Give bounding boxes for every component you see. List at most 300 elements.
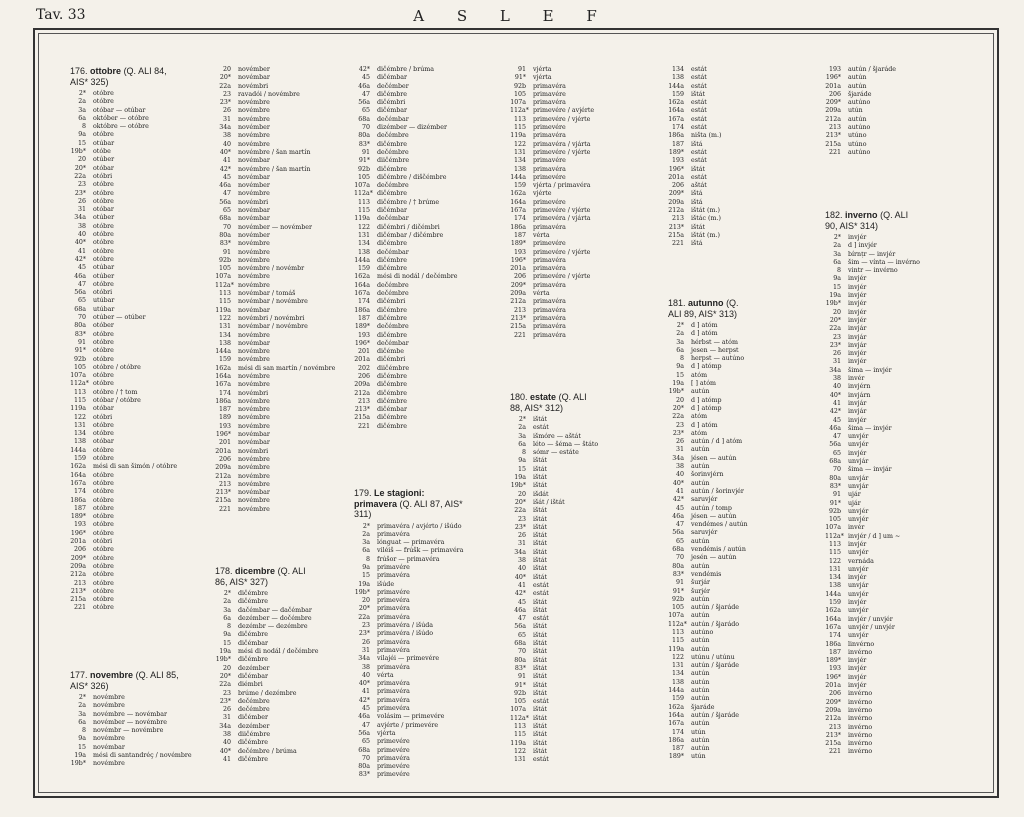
- dialect-form: novémbre — novémbar: [93, 710, 168, 718]
- entry-row: [825, 690, 920, 698]
- entry-row: [354, 564, 463, 572]
- entry-row: [510, 141, 594, 149]
- dialect-form: dičémbre / brúma: [377, 66, 434, 73]
- dialect-form: primavéra: [377, 530, 410, 538]
- entry-row: [668, 604, 748, 612]
- entry-row: [70, 264, 177, 272]
- point-code: 159: [513, 182, 526, 190]
- entry-row: [510, 540, 598, 548]
- dialect-form: otóbre: [93, 98, 114, 106]
- point-code: 206: [513, 273, 526, 281]
- entry-row: [668, 141, 721, 149]
- point-code: 138: [513, 165, 526, 173]
- dialect-form: primevére / vjérte: [533, 248, 591, 256]
- entry-row: [70, 356, 177, 364]
- dialect-form: novémbre: [93, 735, 125, 743]
- dialect-form: autún / tomp: [691, 504, 732, 512]
- section-number: 177.: [70, 670, 88, 680]
- dialect-form: invérno: [848, 706, 873, 714]
- entry-row: [70, 546, 177, 554]
- point-code: 41: [675, 487, 684, 495]
- entry-row: [825, 707, 920, 715]
- dialect-form: otóbre: [93, 479, 114, 487]
- dialect-form: otóbre: [93, 131, 114, 139]
- point-code: 40: [361, 671, 370, 679]
- entry-row: [668, 91, 721, 99]
- entry-row: [354, 157, 458, 165]
- dialect-form: otúber: [93, 156, 115, 164]
- entry-row: [825, 91, 896, 99]
- point-code: 8: [81, 727, 86, 735]
- point-code: 212a: [510, 298, 526, 306]
- dialect-form: unvjér: [848, 565, 869, 573]
- entry-row: [70, 364, 177, 372]
- entry-row: [215, 473, 335, 481]
- entry-row: [354, 215, 458, 223]
- point-code: 131: [73, 421, 86, 429]
- entry-row: [510, 457, 598, 465]
- dialect-form: otóbri: [93, 289, 113, 297]
- dialect-form: dezémber: [238, 664, 270, 672]
- entry-row: [510, 532, 598, 540]
- entry-row: [70, 397, 177, 405]
- dialect-form: ujár: [848, 491, 861, 499]
- point-code: 20*: [74, 164, 86, 172]
- entry-row: [668, 563, 748, 571]
- dialect-form: invjér: [848, 657, 867, 665]
- dialect-form: unvjér: [848, 632, 869, 640]
- dialect-form: primavéra: [533, 323, 566, 331]
- entry-row: [510, 249, 594, 257]
- entry-section: [215, 66, 335, 514]
- dialect-form: išát / ištát: [533, 498, 565, 506]
- point-code: 9a: [833, 275, 841, 283]
- entry-row: [354, 249, 458, 257]
- entry-row: [668, 679, 748, 687]
- dialect-form: primavéra: [533, 165, 566, 173]
- dialect-form: autún: [691, 537, 710, 545]
- dialect-form: primevére: [377, 771, 410, 779]
- point-code: 38: [517, 557, 526, 565]
- point-code: 42*: [74, 255, 86, 263]
- dialect-form: bírnṭr — invjér: [848, 250, 896, 258]
- entry-row: [215, 489, 335, 497]
- entry-row: [510, 91, 594, 99]
- dialect-form: diičémbre: [238, 731, 271, 739]
- point-code: 91: [77, 338, 86, 346]
- entry-row: [215, 290, 335, 298]
- dialect-form: invérno: [848, 748, 873, 756]
- dialect-form: [ ] atóm: [691, 380, 716, 388]
- entry-row: [825, 392, 920, 400]
- dialect-form: vendémis / autún: [691, 546, 746, 554]
- entry-row: [70, 239, 177, 247]
- entry-row: [668, 430, 748, 438]
- dialect-form: invjér: [848, 358, 867, 366]
- section-title: [354, 488, 463, 520]
- point-code: 31: [222, 115, 231, 123]
- entry-row: [668, 339, 748, 347]
- point-code: 113: [671, 628, 684, 636]
- dialect-form: novémbre: [238, 505, 270, 513]
- dialect-form: dezémber: [238, 722, 270, 730]
- point-code: 213*: [215, 489, 231, 497]
- entry-row: [354, 680, 463, 688]
- point-code: 122: [73, 413, 86, 421]
- point-code: 91: [675, 579, 684, 587]
- dialect-form: ištát: [533, 664, 548, 672]
- dialect-form: estát: [533, 698, 549, 706]
- point-code: 92b: [357, 165, 370, 173]
- dialect-form: linvérno: [848, 640, 875, 648]
- point-code: 56a: [219, 198, 231, 206]
- point-code: 107a: [70, 372, 86, 380]
- point-code: 105: [357, 173, 370, 181]
- dialect-form: otóbre: [93, 421, 114, 429]
- dialect-form: dičémbre: [377, 90, 408, 98]
- dialect-form: primavéra: [377, 613, 410, 621]
- dialect-form: novémbar: [238, 207, 270, 215]
- dialect-form: dičémbre: [238, 598, 269, 606]
- entry-row: [70, 744, 192, 752]
- point-code: 138: [218, 339, 231, 347]
- point-code: 83*: [219, 240, 231, 248]
- point-code: 2*: [78, 90, 86, 97]
- point-code: 122: [671, 653, 684, 661]
- dialect-form: novémbre / šan martín: [238, 148, 311, 156]
- entry-row: [510, 623, 598, 631]
- dialect-form: otóbre: [93, 554, 114, 562]
- point-code: 23*: [672, 429, 684, 437]
- dialect-form: otóbri: [93, 413, 113, 421]
- entry-row: [215, 648, 319, 656]
- dialect-form: invérno: [848, 731, 873, 739]
- entry-row: [510, 582, 598, 590]
- entry-row: [70, 727, 192, 735]
- dialect-form: dičémbre: [377, 306, 408, 314]
- dialect-form: invjér / unvjér: [848, 615, 893, 623]
- point-code: 113: [828, 540, 841, 548]
- dialect-form: jesén — autún: [691, 554, 737, 562]
- entry-row: [825, 242, 920, 250]
- entry-row: [510, 491, 598, 499]
- point-code: 202: [357, 364, 370, 372]
- dialect-form: otóbre / otóbre: [93, 363, 141, 371]
- point-code: 15: [832, 283, 841, 291]
- point-code: 26: [361, 638, 370, 646]
- dialect-form: estát: [691, 66, 707, 73]
- point-code: 115: [513, 731, 526, 739]
- section-number: 176.: [70, 66, 88, 76]
- dialect-form: novémbre: [238, 99, 270, 107]
- entry-row: [354, 207, 458, 215]
- point-code: 167a: [354, 290, 370, 298]
- dialect-form: mési di san šimón / otóbre: [93, 463, 178, 471]
- entry-row: [510, 298, 594, 306]
- point-code: 6a: [78, 114, 86, 122]
- entry-row: [70, 405, 177, 413]
- dialect-form: atóm: [691, 429, 708, 437]
- entry-row: [354, 655, 463, 663]
- entry-row: [510, 648, 598, 656]
- point-code: 122: [828, 557, 841, 565]
- entry-row: [825, 508, 920, 516]
- point-code: 201a: [215, 447, 231, 455]
- entry-row: [668, 322, 748, 330]
- dialect-form: aštát: [691, 182, 707, 190]
- entry-row: [215, 464, 335, 472]
- point-code: 38: [77, 222, 86, 230]
- entry-row: [70, 206, 177, 214]
- entry-row: [825, 574, 920, 582]
- point-code: 134: [218, 331, 231, 339]
- dialect-form: novémbre / šan martín: [238, 165, 311, 173]
- point-code: 80a: [829, 474, 841, 482]
- entry-row: [668, 662, 748, 670]
- dialect-form: estát: [691, 148, 707, 156]
- entry-row: [215, 224, 335, 232]
- dialect-form: novémbre: [238, 381, 270, 389]
- point-code: 20*: [219, 74, 231, 82]
- dialect-form: novémbre: [238, 190, 270, 198]
- dialect-form: novémbar: [238, 339, 270, 347]
- section-number: 180.: [510, 392, 528, 402]
- point-code: 19a: [829, 292, 841, 300]
- entry-row: [668, 422, 748, 430]
- dialect-form: dičémbar: [238, 639, 269, 647]
- dialect-form: ištát: [533, 731, 548, 739]
- dialect-form: primevéra: [377, 705, 410, 713]
- dialect-form: otóbar — otúbar: [93, 106, 146, 114]
- entry-row: [215, 107, 335, 115]
- point-code: 215a: [825, 740, 841, 748]
- dialect-form: otóbar / otóbre: [93, 396, 141, 404]
- dialect-form: dizémber — dizémber: [377, 124, 447, 132]
- entry-row: [668, 654, 748, 662]
- point-code: 6a: [78, 718, 86, 726]
- point-code: 15: [77, 139, 86, 147]
- entry-row: [510, 66, 594, 74]
- point-code: 162a: [668, 99, 684, 107]
- entry-row: [215, 307, 335, 315]
- entry-row: [215, 141, 335, 149]
- dialect-form: novémbre: [93, 694, 125, 701]
- dialect-form: utúbar: [93, 297, 115, 305]
- dialect-form: autún: [848, 74, 867, 82]
- dialect-form: primavéra: [533, 298, 566, 306]
- dialect-form: ištát: [533, 457, 548, 465]
- point-code: 112a*: [510, 714, 529, 722]
- dialect-form: estát: [533, 615, 549, 623]
- point-code: 20: [77, 156, 86, 164]
- point-code: 187: [828, 648, 841, 656]
- entry-row: [215, 748, 319, 756]
- entry-row: [215, 282, 335, 290]
- entry-row: [215, 448, 335, 456]
- entry-row: [825, 433, 920, 441]
- entry-row: [668, 579, 748, 587]
- section-number: 182.: [825, 210, 843, 220]
- entry-row: [510, 257, 594, 265]
- entry-row: [215, 756, 319, 764]
- point-code: 56a: [829, 441, 841, 449]
- entry-row: [215, 706, 319, 714]
- entry-section: [510, 66, 594, 340]
- entry-row: [668, 380, 748, 388]
- dialect-form: ištát: [533, 573, 548, 581]
- dialect-form: ištát: [533, 722, 548, 730]
- dialect-form: šurjér: [691, 587, 710, 595]
- point-code: 134: [73, 430, 86, 438]
- dialect-form: dičémbre: [377, 256, 408, 264]
- dialect-form: otúber: [93, 214, 115, 222]
- entry-row: [354, 672, 463, 680]
- dialect-form: invérno: [848, 690, 873, 698]
- dialect-form: novémbre: [238, 472, 270, 480]
- point-code: 215a: [510, 323, 526, 331]
- entry-row: [668, 157, 721, 165]
- dialect-form: vérta: [533, 290, 550, 298]
- entry-row: [354, 166, 458, 174]
- entry-section: [70, 670, 192, 769]
- dialect-form: otóbar: [93, 206, 114, 214]
- entry-row: [668, 521, 748, 529]
- dialect-form: dečémbar: [377, 115, 409, 123]
- point-code: 213*: [510, 314, 526, 322]
- entry-row: [825, 375, 920, 383]
- dialect-form: invjér: [848, 673, 867, 681]
- dialect-form: ištát (m.): [691, 207, 720, 215]
- entry-row: [510, 207, 594, 215]
- entry-row: [510, 557, 598, 565]
- entry-row: [825, 558, 920, 566]
- point-code: 115: [671, 637, 684, 645]
- point-code: 213*: [668, 223, 684, 231]
- point-code: 209a: [215, 464, 231, 472]
- entry-section: [825, 66, 896, 157]
- point-code: 2*: [833, 234, 841, 241]
- dialect-form: autún: [691, 637, 710, 645]
- point-code: 23: [222, 689, 231, 697]
- point-code: 187: [218, 406, 231, 414]
- dialect-form: dečémbre: [238, 706, 270, 714]
- point-code: 91: [361, 148, 370, 156]
- point-code: 209a: [70, 562, 86, 570]
- point-code: 131: [513, 756, 526, 764]
- point-code: 213*: [70, 587, 86, 595]
- entry-row: [215, 298, 335, 306]
- dialect-form: šima — invjér: [848, 366, 892, 374]
- entry-row: [70, 148, 177, 156]
- section-heading: Le stagioni: primavera: [354, 488, 425, 509]
- point-code: 221: [671, 240, 684, 248]
- point-code: 91*: [829, 499, 841, 507]
- entry-row: [70, 702, 192, 710]
- dialect-form: autún: [691, 645, 710, 653]
- entry-row: [70, 530, 177, 538]
- entry-row: [668, 438, 748, 446]
- entry-row: [70, 447, 177, 455]
- dialect-form: dičémbre: [377, 372, 408, 380]
- point-code: 40*: [219, 747, 231, 755]
- entry-row: [354, 547, 463, 555]
- point-code: 213: [828, 723, 841, 731]
- point-code: 23: [222, 90, 231, 98]
- dialect-form: ištát: [533, 474, 548, 482]
- point-code: 167a: [668, 720, 684, 728]
- entry-row: [825, 441, 920, 449]
- dialect-form: primavéra: [533, 99, 566, 107]
- entry-row: [215, 656, 319, 664]
- entry-row: [354, 381, 458, 389]
- entry-row: [70, 555, 177, 563]
- point-code: 42*: [219, 165, 231, 173]
- dialect-form: primavére: [533, 90, 566, 98]
- point-code: 206: [218, 455, 231, 463]
- point-code: 91: [832, 491, 841, 499]
- entry-row: [354, 423, 458, 431]
- dialect-form: otóbre: [93, 587, 114, 595]
- point-code: 45: [361, 705, 370, 713]
- point-code: 2a: [518, 424, 526, 432]
- point-code: 167a: [70, 479, 86, 487]
- entry-row: [510, 507, 598, 515]
- entry-row: [825, 582, 920, 590]
- dialect-form: d ] atóm: [691, 322, 718, 329]
- entry-row: [510, 715, 598, 723]
- dialect-form: novémbre: [238, 273, 270, 281]
- dialect-form: dičémbri / dičémbri: [377, 223, 440, 231]
- point-code: 45: [517, 598, 526, 606]
- entry-row: [215, 348, 335, 356]
- section-title: [70, 66, 177, 87]
- dialect-form: estát: [691, 157, 707, 165]
- dialect-form: vérta: [377, 671, 394, 679]
- entry-row: [70, 380, 177, 388]
- dialect-form: dičémbar / dičémbre: [377, 231, 444, 239]
- point-code: 131: [357, 231, 370, 239]
- point-code: 189: [218, 414, 231, 422]
- point-code: 174: [357, 298, 370, 306]
- point-code: 122: [513, 747, 526, 755]
- entry-row: [825, 483, 920, 491]
- entry-row: [70, 98, 177, 106]
- point-code: 40*: [358, 680, 370, 688]
- point-code: 112a*: [510, 107, 529, 115]
- entry-row: [825, 284, 920, 292]
- entry-row: [825, 350, 920, 358]
- point-code: 92b: [671, 595, 684, 603]
- entry-row: [354, 107, 458, 115]
- point-code: 189*: [825, 657, 841, 665]
- dialect-form: dečémbre: [377, 290, 409, 298]
- point-code: 138: [357, 248, 370, 256]
- dialect-form: otóbre: [93, 380, 114, 388]
- entry-row: [825, 292, 920, 300]
- point-code: 92b: [828, 507, 841, 515]
- point-code: 167a: [510, 207, 526, 215]
- dialect-form: unvjér: [848, 433, 869, 441]
- entry-row: [668, 107, 721, 115]
- point-code: 8: [836, 267, 841, 275]
- dialect-form: novémbre / novémbr: [238, 265, 305, 273]
- entry-row: [510, 565, 598, 573]
- point-code: 206: [357, 372, 370, 380]
- entry-row: [825, 591, 920, 599]
- dialect-form: otóbre: [93, 197, 114, 205]
- entry-row: [510, 740, 598, 748]
- entry-row: [70, 297, 177, 305]
